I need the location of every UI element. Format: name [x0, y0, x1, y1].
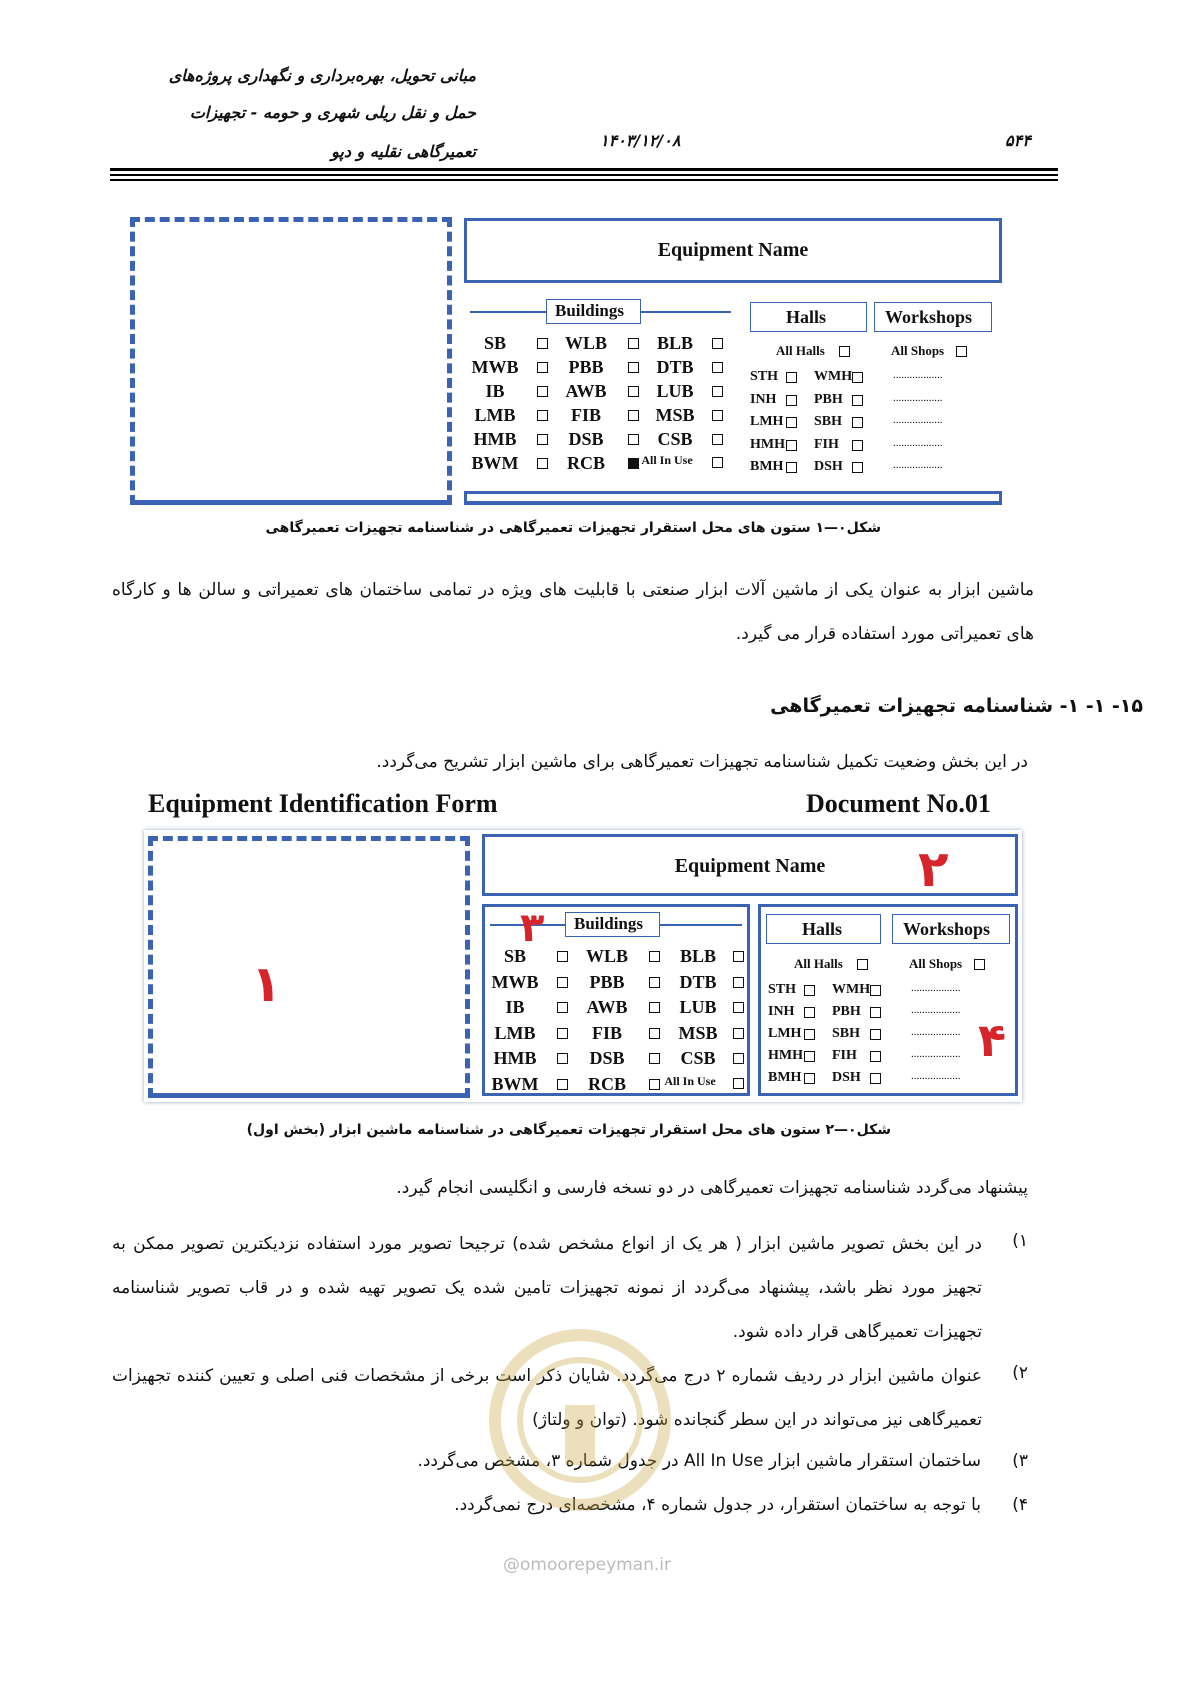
hall-checkbox[interactable] — [804, 1029, 815, 1040]
building-checkbox[interactable] — [712, 457, 723, 468]
header-rule-thin — [110, 174, 1058, 176]
hall-checkbox[interactable] — [870, 1029, 881, 1040]
hall-checkbox[interactable] — [852, 395, 863, 406]
hall-code: DSH — [814, 459, 843, 474]
hall-checkbox[interactable] — [870, 1051, 881, 1062]
hall-checkbox[interactable] — [786, 417, 797, 428]
list-item-text: در این بخش تصویر ماشین ابزار ( هر یک از انواع مشخص شده) ترجیحا تصویر مورد استفاده نزدیکترین تصویر ممکن به تجهیز مورد نظر باشد، پیشنهاد می‌گردد از نمونه تجهیزات تامین شده یک تصویر تهیه شده و در قاب تصویر شناسنامه تجهیزات تعمیرگاهی قرار داده شود. — [112, 1234, 982, 1342]
form-title: Equipment Identification Form — [148, 789, 498, 818]
watermark-text: @omoorepeyman.ir — [503, 1555, 672, 1575]
workshop-dotted-line: .................. — [911, 1004, 961, 1016]
workshop-dotted-line: .................. — [911, 1070, 961, 1082]
page-number: ۵۴۴ — [1005, 131, 1031, 150]
building-code: PBB — [589, 971, 625, 992]
hall-code: INH — [750, 391, 777, 407]
halls-label: Halls — [786, 307, 827, 327]
workshop-dotted-line: .................. — [893, 459, 943, 471]
header-date: ۱۴۰۳/۱۲/۰۸ — [600, 131, 681, 150]
building-code: LUB — [679, 997, 717, 1017]
buildings-header-line-2r — [660, 924, 742, 926]
building-checkbox[interactable] — [557, 1079, 568, 1090]
building-checkbox[interactable] — [712, 338, 723, 349]
section-intro: در این بخش وضعیت تکمیل شناسنامه تجهیزات تعمیرگاهی برای ماشین ابزار تشریح می‌گردد. — [376, 752, 1028, 772]
building-code: SB — [503, 946, 527, 966]
building-checkbox[interactable] — [733, 1002, 744, 1013]
intro-bilingual: پیشنهاد می‌گردد شناسنامه تجهیزات تعمیرگاهی در دو نسخه فارسی و انگلیسی انجام گیرد. — [396, 1178, 1028, 1198]
building-code: BWM — [471, 453, 519, 473]
all-shops-label: All Shops — [891, 343, 945, 358]
building-checkbox[interactable] — [712, 362, 723, 373]
list-number: ۲) — [1012, 1363, 1028, 1383]
header-title-line1: مبانی تحویل، بهره‌برداری و نگهداری پروژه‌های — [168, 66, 476, 85]
hall-code: HMH — [750, 436, 785, 452]
building-checkbox[interactable] — [537, 362, 548, 373]
hall-checkbox[interactable] — [852, 372, 863, 383]
hall-checkbox[interactable] — [852, 440, 863, 451]
hall-code: LMH — [768, 1026, 802, 1041]
building-checkbox[interactable] — [628, 386, 639, 397]
hall-code: BMH — [750, 459, 784, 474]
building-checkbox[interactable] — [733, 1078, 744, 1089]
building-code: BLB — [656, 333, 694, 353]
building-code: MSB — [655, 405, 695, 425]
building-code: HMB — [493, 1048, 537, 1068]
hall-code: FIH — [832, 1048, 857, 1063]
building-checkbox[interactable] — [712, 386, 723, 397]
building-checkbox[interactable] — [557, 1002, 568, 1013]
building-checkbox[interactable] — [733, 977, 744, 988]
building-checkbox[interactable] — [649, 951, 660, 962]
hall-code: STH — [768, 982, 797, 997]
section-heading: ۱۵- ۱- ۱- شناسنامه تجهیزات تعمیرگاهی — [770, 695, 1143, 717]
list-number: ۴) — [1012, 1495, 1028, 1515]
document-number: Document No.01 — [806, 789, 991, 818]
workshop-dotted-line: .................. — [911, 1026, 961, 1038]
workshop-dotted-line: .................. — [911, 982, 961, 994]
all-halls-checkbox[interactable] — [839, 346, 850, 357]
buildings-label: Buildings — [555, 301, 624, 320]
hall-checkbox[interactable] — [786, 462, 797, 473]
paragraph-machine-tools: ماشین ابزار به عنوان یکی از ماشین آلات ابزار صنعتی با قابلیت های ویژه در تمامی ساختمان های تعمیراتی و سالن ها و کارگاه های تعمیراتی مورد استفاده قرار می گیرد. — [112, 580, 1034, 644]
building-code: FIB — [570, 405, 601, 425]
building-code: CSB — [657, 429, 693, 449]
building-checkbox[interactable] — [537, 458, 548, 469]
building-checkbox[interactable] — [537, 338, 548, 349]
building-checkbox[interactable] — [712, 434, 723, 445]
building-checkbox[interactable] — [557, 951, 568, 962]
building-checkbox[interactable] — [649, 977, 660, 988]
building-code: RCB — [587, 1073, 626, 1094]
workshop-dotted-line: .................. — [893, 414, 943, 426]
hall-code: FIH — [814, 436, 839, 452]
all-shops-checkbox[interactable] — [956, 346, 967, 357]
workshop-dotted-line: .................. — [893, 436, 943, 449]
building-code: AWB — [586, 997, 628, 1017]
equipment-name-label: Equipment Name — [657, 239, 809, 261]
building-checkbox[interactable] — [557, 977, 568, 988]
figure-1-caption: شکل۰—۱ ستون های محل استقرار تجهیزات تعمیرگاهی در شناسنامه تجهیزات تعمیرگاهی — [265, 520, 881, 536]
building-code: IB — [485, 381, 505, 401]
all-halls-label: All Halls — [776, 343, 825, 358]
hall-checkbox[interactable] — [870, 1007, 881, 1018]
equipment-name-box — [464, 218, 1002, 283]
workshop-dotted-line: .................. — [893, 369, 943, 381]
building-code: BWM — [491, 1073, 539, 1094]
building-code: DSB — [589, 1048, 625, 1068]
building-code: MWB — [491, 971, 539, 992]
buildings-header-line-r — [641, 311, 731, 313]
buildings-header — [546, 299, 641, 324]
building-code: WLB — [585, 946, 628, 966]
hall-code: WMH — [814, 369, 853, 384]
buildings-label-2: Buildings — [574, 914, 643, 933]
halls-header-2 — [766, 914, 881, 944]
building-checkbox[interactable] — [628, 362, 639, 373]
building-checkbox[interactable] — [649, 1079, 660, 1090]
hall-code: SBH — [814, 414, 843, 429]
hall-checkbox[interactable] — [804, 1007, 815, 1018]
figure-2-caption: شکل۰—۲ ستون های محل استقرار تجهیزات تعمیرگاهی در شناسنامه ماشین ابزار (بخش اول) — [246, 1122, 891, 1138]
hall-checkbox[interactable] — [852, 417, 863, 428]
building-code: SB — [483, 333, 507, 353]
building-code: FIB — [591, 1022, 622, 1043]
hall-checkbox[interactable] — [852, 462, 863, 473]
building-code: BLB — [679, 946, 717, 966]
halls-header — [750, 302, 867, 332]
building-code: MSB — [678, 1022, 718, 1043]
building-checkbox[interactable] — [733, 951, 744, 962]
hall-checkbox[interactable] — [804, 985, 815, 996]
building-checkbox[interactable] — [733, 1053, 744, 1064]
building-code: HMB — [473, 429, 517, 449]
workshops-label: Workshops — [885, 307, 973, 327]
marker-3: ۳ — [520, 905, 545, 951]
building-checkbox[interactable] — [537, 386, 548, 397]
hall-checkbox[interactable] — [870, 1073, 881, 1084]
hall-code: PBH — [832, 1004, 861, 1019]
building-code: IB — [505, 997, 525, 1017]
building-checkbox[interactable] — [649, 1053, 660, 1064]
hall-code: SBH — [832, 1026, 861, 1041]
hall-code: WMH — [832, 982, 871, 997]
building-code: All In Use — [664, 1073, 716, 1088]
halls-label-2: Halls — [802, 919, 843, 939]
list-number: ۱) — [1012, 1231, 1028, 1251]
building-code: DTB — [656, 357, 694, 377]
hall-code: HMH — [768, 1048, 803, 1063]
building-code: WLB — [564, 333, 607, 353]
list-item-text: با توجه به ساختمان استقرار، در جدول شماره ۴، مشخصه‌ای درج نمی‌گردد. — [454, 1495, 981, 1515]
image-frame-2 — [148, 836, 470, 1098]
hall-checkbox[interactable] — [804, 1051, 815, 1062]
marker-2: ۲ — [918, 840, 949, 898]
building-code: MWB — [471, 357, 519, 377]
hall-checkbox[interactable] — [786, 372, 797, 383]
marker-1: ۱ — [251, 955, 282, 1013]
building-checkbox[interactable] — [537, 410, 548, 421]
header-title-line2: حمل و نقل ریلی شهری و حومه - تجهیزات — [189, 103, 476, 122]
building-checkbox[interactable] — [557, 1028, 568, 1039]
hall-code: BMH — [768, 1070, 802, 1085]
hall-checkbox[interactable] — [786, 395, 797, 406]
building-checkbox[interactable] — [712, 410, 723, 421]
workshop-dotted-line: .................. — [911, 1048, 961, 1060]
equipment-name-label-2: Equipment Name — [674, 855, 826, 877]
building-code: RCB — [566, 453, 605, 473]
building-checkbox[interactable] — [649, 1002, 660, 1013]
building-code: PBB — [568, 357, 604, 377]
hall-code: STH — [750, 369, 779, 384]
hall-checkbox[interactable] — [804, 1073, 815, 1084]
building-checkbox[interactable] — [628, 410, 639, 421]
workshops-header-2 — [892, 914, 1010, 944]
building-code: LMB — [474, 405, 516, 425]
list-item-text: ساختمان استقرار ماشین ابزار All In Use در جدول شماره ۳، مشخص می‌گردد. — [417, 1451, 981, 1471]
all-shops-checkbox[interactable] — [974, 959, 985, 970]
hall-code: DSH — [832, 1070, 861, 1085]
building-code: DTB — [679, 971, 717, 992]
building-code: LUB — [656, 381, 694, 401]
hall-code: INH — [768, 1004, 795, 1019]
buildings-header-2 — [565, 912, 660, 937]
buildings-header-line — [470, 311, 546, 313]
workshops-label-2: Workshops — [903, 919, 991, 939]
hall-checkbox[interactable] — [870, 985, 881, 996]
hall-code: PBH — [814, 391, 843, 407]
building-checkbox[interactable] — [628, 434, 639, 445]
header-title-line3: تعمیرگاهی نقلیه و دپو — [331, 142, 476, 161]
building-checkbox[interactable] — [649, 1028, 660, 1039]
watermark-logo — [480, 1320, 680, 1520]
workshops-header — [874, 302, 992, 332]
bottom-bar — [464, 491, 1002, 505]
all-shops-label: All Shops — [909, 956, 963, 971]
all-halls-label: All Halls — [794, 956, 843, 971]
building-code: All In Use — [641, 453, 693, 467]
hall-checkbox[interactable] — [786, 440, 797, 451]
image-frame — [130, 217, 452, 505]
building-checkbox[interactable] — [557, 1053, 568, 1064]
building-checkbox[interactable] — [537, 434, 548, 445]
building-code: LMB — [494, 1022, 536, 1043]
building-checkbox[interactable] — [628, 338, 639, 349]
hall-code: LMH — [750, 414, 784, 429]
building-checkbox[interactable] — [733, 1028, 744, 1039]
building-code: DSB — [568, 429, 604, 449]
all-halls-checkbox[interactable] — [857, 959, 868, 970]
list-number: ۳) — [1012, 1451, 1028, 1471]
marker-4: ۴ — [978, 1013, 1007, 1067]
workshop-dotted-line: .................. — [893, 391, 943, 404]
header-rule-thick — [110, 168, 1058, 171]
building-code: AWB — [565, 381, 607, 401]
building-code: CSB — [680, 1048, 716, 1068]
header-rule-thin2 — [110, 179, 1058, 181]
list-item-text: عنوان ماشین ابزار در ردیف شماره ۲ درج می‌گردد. شایان ذکر است برخی از مشخصات فنی اصلی و تعیین کننده تجهیزات تعمیرگاهی نیز می‌تواند در این سطر گنجانده شود. (توان و ولتاژ) — [112, 1366, 982, 1430]
